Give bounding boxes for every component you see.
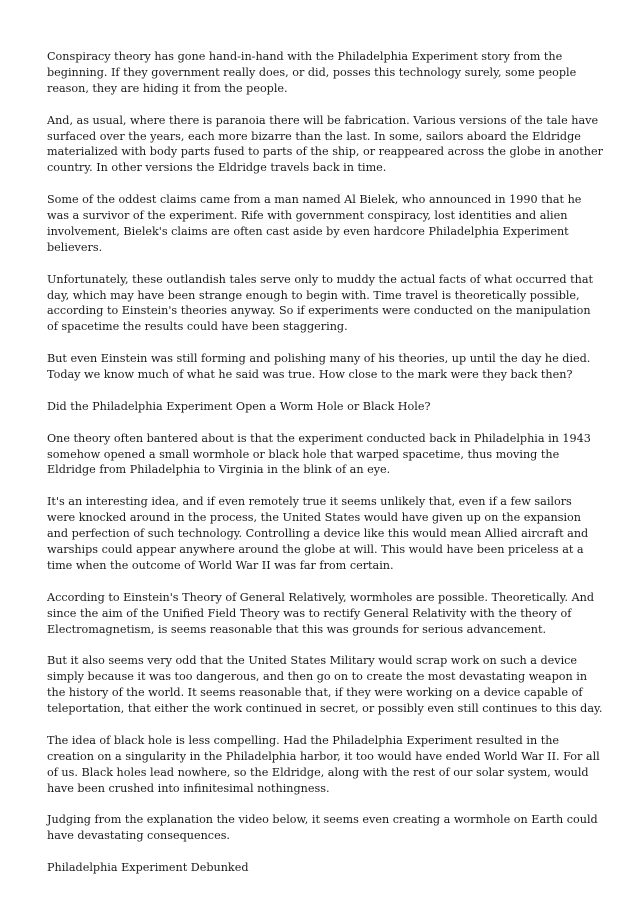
paragraph-conspiracy-intro: Conspiracy theory has gone hand-in-hand with the Philadelphia Experiment story from the beginning. If they government really does, or did, posses this technology surely, some people reason, they are hiding it from the people. [47,50,577,95]
paragraph-fabrication: And, as usual, where there is paranoia there will be fabrication. Various versions of the tale have surfaced over the years, each more bizarre than the last. In some, sailors aboard the Eldridge materialized with body parts fused to parts of the ship, or reappeared across the globe in another country. In other versions the Eldridge travels back in time. [47,113,603,175]
paragraph-general-relativity: According to Einstein's Theory of General Relatively, wormholes are possible. Theoretically. And since the aim of the Unified Field Theory was to rectify General Relativity with the theory of Electromagnetism, is seems reasonable that this was grounds for serious advancement. [47,590,595,636]
paragraph-al-bielek: Some of the oddest claims came from a man named Al Bielek, who announced in 1990 that he was a survivor of the experiment. Rife with government conspiracy, lost identities and alien involvement, Bielek's claims are often cast aside by even hardcore Philadelphia Experiment believers. [47,193,582,254]
paragraph-military-scrap: But it also seems very odd that the United States Military would scrap work on such a device simply because it was too dangerous, and then go on to create the most devastating weapon in the history of the world. It seems reasonable that, if they were working on a device capable of teleportation, that either the work continued in secret, or possibly even still continues to this day. [47,654,603,716]
paragraph-debunked-title: Philadelphia Experiment Debunked [47,861,249,875]
document-page [47,49,603,892]
section-heading-wormhole: Did the Philadelphia Experiment Open a Worm Hole or Black Hole? [47,399,431,413]
paragraph-interesting-idea: It's an interesting idea, and if even remotely true it seems unlikely that, even if a few sailors were knocked around in the process, the United States would have given up on the expansion and perfection of such technology. Controlling a device like this would mean Allied aircraft and warships could appear anywhere around the globe at will. This would have been priceless at a time when the outcome of World War II was far from certain. [47,495,589,572]
paragraph-black-hole: The idea of black hole is less compelling. Had the Philadelphia Experiment resulted in the creation on a singularity in the Philadelphia harbor, it too would have ended World War II. For all of us. Black holes lead nowhere, so the Eldridge, along with the rest of our solar system, would have been crushed into infinitesimal nothingness. [47,733,600,795]
paragraph-video-explanation: Judging from the explanation the video below, it seems even creating a wormhole on Earth could have devastating consequences. [47,813,598,843]
paragraph-einstein-theories: But even Einstein was still forming and polishing many of his theories, up until the day he died. Today we know much of what he said was true. How close to the mark were they back then? [47,352,591,382]
paragraph-wormhole-theory: One theory often bantered about is that the experiment conducted back in Philadelphia in 1943 somehow opened a small wormhole or black hole that warped spacetime, thus moving the Eldridge from Philadelphia to Virginia in the blink of an eye. [47,431,591,477]
paragraph-outlandish-tales: Unfortunately, these outlandish tales serve only to muddy the actual facts of what occurred that day, which may have been strange enough to begin with. Time travel is theoretically possible, according to Einstein's theories anyway. So if experiments were conducted on the manipulation of spacetime the results could have been staggering. [47,272,594,334]
